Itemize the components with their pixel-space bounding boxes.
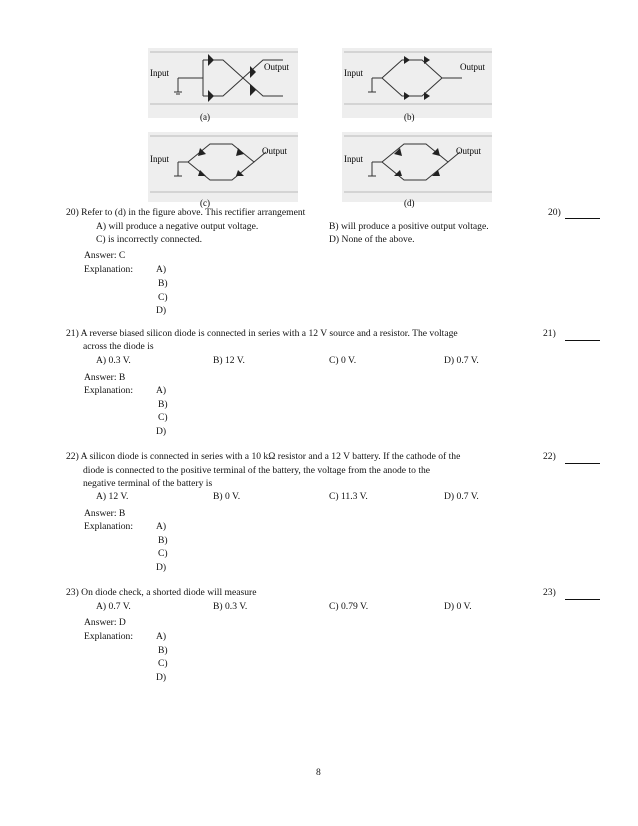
question-stem: 20) Refer to (d) in the figure above. This rectifier arrangement xyxy=(66,207,306,218)
choice-a: A) 0.7 V. xyxy=(96,601,131,612)
output-label: Output xyxy=(264,62,290,72)
output-label: Output xyxy=(262,146,288,156)
answer: Answer: B xyxy=(84,508,126,519)
explanation-item: B) xyxy=(158,399,168,410)
explanation-item: D) xyxy=(156,672,167,683)
choice-b: B) will produce a positive output voltage. xyxy=(329,221,489,232)
explanation-item: C) xyxy=(158,292,168,303)
choice-d: D) 0.7 V. xyxy=(444,491,479,502)
figure-d xyxy=(342,132,492,212)
explanation-item: A) xyxy=(156,631,167,642)
explanation-item: A) xyxy=(156,521,167,532)
answer: Answer: B xyxy=(84,372,126,383)
bridge-rectifier-diagram xyxy=(148,132,298,212)
choice-b: B) 0.3 V. xyxy=(213,601,248,612)
question-stem: 23) On diode check, a shorted diode will measure xyxy=(66,587,257,598)
question-number: 23) xyxy=(543,587,556,598)
bridge-rectifier-diagram xyxy=(342,132,492,212)
figure-caption: (d) xyxy=(404,198,415,208)
answer-blank[interactable] xyxy=(565,463,600,464)
question-stem: 22) A silicon diode is connected in series with a 10 kΩ resistor and a 12 V battery. If the cathode of the xyxy=(66,451,461,462)
answer: Answer: D xyxy=(84,617,126,628)
answer: Answer: C xyxy=(84,250,126,261)
choice-c: C) 0.79 V. xyxy=(329,601,369,612)
explanation-item: C) xyxy=(158,548,168,559)
explanation-item: C) xyxy=(158,658,168,669)
choice-c: C) 11.3 V. xyxy=(329,491,368,502)
question-number: 20) xyxy=(548,207,561,218)
figure-a xyxy=(148,48,298,128)
explanation-label: Explanation: xyxy=(84,385,134,396)
question-stem: negative terminal of the battery is xyxy=(83,478,213,489)
explanation-item: A) xyxy=(156,264,167,275)
choice-d: D) 0 V. xyxy=(444,601,472,612)
page-number: 8 xyxy=(316,767,321,778)
explanation-item: B) xyxy=(158,645,168,656)
input-label: Input xyxy=(344,68,363,78)
output-label: Output xyxy=(460,62,486,72)
input-label: Input xyxy=(344,154,363,164)
question-number: 22) xyxy=(543,451,556,462)
input-label: Input xyxy=(150,154,169,164)
question-number: 21) xyxy=(543,328,556,339)
explanation-item: D) xyxy=(156,562,167,573)
input-label: Input xyxy=(150,68,169,78)
explanation-item: A) xyxy=(156,385,167,396)
explanation-item: B) xyxy=(158,535,168,546)
question-stem: 21) A reverse biased silicon diode is connected in series with a 12 V source and a resistor. The voltage xyxy=(66,328,458,339)
choice-a: A) will produce a negative output voltage. xyxy=(96,221,259,232)
explanation-item: D) xyxy=(156,305,167,316)
figure-c xyxy=(148,132,298,212)
explanation-label: Explanation: xyxy=(84,521,134,532)
bridge-rectifier-diagram xyxy=(342,48,492,128)
explanation-item: C) xyxy=(158,412,168,423)
choice-a: A) 12 V. xyxy=(96,491,129,502)
figure-caption: (a) xyxy=(200,112,210,122)
answer-blank[interactable] xyxy=(565,340,600,341)
choice-d: D) None of the above. xyxy=(329,234,415,245)
explanation-item: D) xyxy=(156,426,167,437)
choice-d: D) 0.7 V. xyxy=(444,355,479,366)
question-stem: diode is connected to the positive terminal of the battery, the voltage from the anode to the xyxy=(83,465,431,476)
explanation-label: Explanation: xyxy=(84,264,134,275)
choice-c: C) is incorrectly connected. xyxy=(96,234,203,245)
answer-blank[interactable] xyxy=(565,599,600,600)
explanation-label: Explanation: xyxy=(84,631,134,642)
question-stem: across the diode is xyxy=(83,341,154,352)
explanation-item: B) xyxy=(158,278,168,289)
figure-b xyxy=(342,48,492,128)
choice-b: B) 12 V. xyxy=(213,355,245,366)
choice-b: B) 0 V. xyxy=(213,491,241,502)
figure-caption: (c) xyxy=(200,198,210,208)
figure-caption: (b) xyxy=(404,112,415,122)
output-label: Output xyxy=(456,146,482,156)
choice-c: C) 0 V. xyxy=(329,355,357,366)
bridge-rectifier-diagram xyxy=(148,48,298,128)
choice-a: A) 0.3 V. xyxy=(96,355,131,366)
answer-blank[interactable] xyxy=(565,218,600,219)
